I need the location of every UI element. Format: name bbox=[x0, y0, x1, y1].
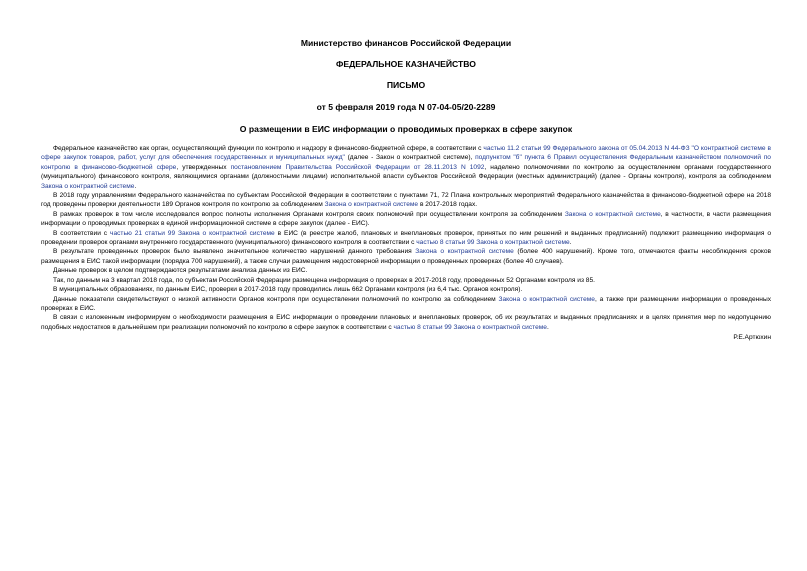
agency-name: ФЕДЕРАЛЬНОЕ КАЗНАЧЕЙСТВО bbox=[336, 59, 476, 69]
paragraph-text: . bbox=[134, 182, 137, 190]
paragraph bbox=[41, 191, 771, 210]
paragraph-text: , а также при размещении информации о проведенных проверках в ЕИС. bbox=[41, 295, 771, 312]
signature: Р.Е.Артюхин bbox=[733, 334, 771, 342]
legal-reference-link[interactable]: частью 11.2 статьи 99 Федерального закона от 05.04.2013 N 44-ФЗ "О контрактной системе в сфере закупок товаров, работ, услуг для обеспечения государственных и муниципальных нужд" bbox=[41, 145, 771, 162]
paragraph-text: (далее - Закон о контрактной системе), bbox=[344, 154, 476, 162]
legal-reference-link[interactable]: Закона о контрактной системе bbox=[415, 248, 514, 256]
paragraph-text: В соответствии с bbox=[53, 229, 111, 237]
paragraph-text: В муниципальных образованиях, по данным ЕИС, проверки в 2017-2018 году проводились лишь 662 Органами контроля (из 6,4 тыс. Органов контроля). bbox=[53, 286, 523, 294]
paragraph-text: . bbox=[569, 239, 572, 247]
paragraph-text: Данные показатели свидетельствуют о низкой активности Органов контроля при осуществлении полномочий по контролю за соблюдением bbox=[53, 295, 499, 303]
paragraph-text: в 2017-2018 годах. bbox=[418, 201, 478, 209]
legal-reference-link[interactable]: Закона о контрактной системе bbox=[564, 210, 661, 218]
paragraph-text: В результате проведенных проверок было выявлено значительное количество нарушений данного требования bbox=[53, 248, 416, 256]
paragraph bbox=[41, 229, 771, 248]
paragraph-text: (более 400 нарушений). Кроме того, отмечаются факты несоблюдения сроков размещения в ЕИС такой информации (порядка 700 нарушений), а также случаи размещения недостоверной информации о проведенных проверках (более 40 случаев). bbox=[41, 248, 771, 265]
legal-reference-link[interactable]: Закона о контрактной системе bbox=[324, 201, 419, 209]
document-page bbox=[41, 38, 771, 343]
legal-reference-link[interactable]: Закона о контрактной системе bbox=[498, 295, 595, 303]
document-subject: О размещении в ЕИС информации о проводимых проверках в сфере закупок bbox=[239, 124, 573, 134]
paragraph-text: Федеральное казначейство как орган, осуществляющий функции по контролю и надзору в финансово-бюджетной сфере, в соответствии с bbox=[53, 145, 484, 152]
paragraph bbox=[41, 285, 771, 294]
paragraph-text: , наделено полномочиями по контролю за осуществлением органами государственного (муниципального) финансового контроля, являющимися органами (должностными лицами) исполнительной власти субъектов Российской Федерации (местных администраций) (далее - Органы контроля), контроля за соблюдением bbox=[41, 163, 771, 181]
paragraph-text: , утвержденных bbox=[176, 163, 231, 171]
paragraph bbox=[41, 313, 771, 332]
legal-reference-link[interactable]: частью 8 статьи 99 Закона о контрактной системе bbox=[393, 323, 547, 331]
paragraph-text: В рамках проверок в том числе исследовался вопрос полноты исполнения Органами контроля своих полномочий при осуществлении контроля за соблюдением bbox=[53, 210, 565, 218]
paragraph bbox=[41, 266, 771, 275]
paragraph-text: В связи с изложенным информируем о необходимости размещения в ЕИС информации о проведении плановых и внеплановых проверок, об их результатах и выданных предписаниях и в целях принятия мер по недопущению подобных недостатков в дальнейшем при реализации полномочий по контролю в сфере закупок в соответствии с bbox=[41, 314, 771, 331]
paragraph-text: . bbox=[546, 323, 549, 331]
ministry-name: Министерство финансов Российской Федерации bbox=[300, 38, 512, 48]
document-type: ПИСЬМО bbox=[386, 80, 426, 90]
legal-reference-link[interactable]: подпунктом "б" пункта 6 Правил осуществления Федеральным казначейством полномочий по контролю в финансово-бюджетной сфере bbox=[41, 154, 771, 171]
paragraph-text: , в частности, в части размещения информации о проводимых проверках в единой информационной системе в сфере закупок (далее - ЕИС). bbox=[41, 210, 771, 228]
paragraph bbox=[41, 295, 771, 314]
paragraph bbox=[41, 247, 771, 266]
document-number: от 5 февраля 2019 года N 07-04-05/20-2289 bbox=[316, 102, 496, 112]
paragraph-text: в ЕИС (в реестре жалоб, плановых и внеплановых проверок, принятых по ним решений и выданных предписаний) подлежит размещению информация о проведении проверок органами внутреннего государственного (муниципального) финансового контроля в соответствии с bbox=[41, 229, 772, 247]
legal-reference-link[interactable]: постановлением Правительства Российской Федерации от 28.11.2013 N 1092 bbox=[230, 163, 485, 171]
paragraph bbox=[41, 210, 771, 229]
paragraph-text: Данные проверок в целом подтверждаются результатами анализа данных из ЕИС. bbox=[53, 267, 308, 275]
legal-reference-link[interactable]: Закона о контрактной системе bbox=[41, 182, 135, 190]
legal-reference-link[interactable]: частью 21 статьи 99 Закона о контрактной системе bbox=[110, 229, 275, 237]
paragraph-text: В 2018 году управлениями Федерального казначейства по субъектам Российской Федерации в соответствии с пунктами 71, 72 Плана контрольных мероприятий Федерального казначейства в финансово-бюджетной сфере на 2018 год проведены проверки деятельности 189 Органов контроля по контролю за соблюдением bbox=[41, 192, 771, 209]
paragraph-text: Так, по данным на 3 квартал 2018 года, по субъектам Российской Федерации размещена информация о проверках в 2017-2018 году, проведенных 52 Органами контроля из 85. bbox=[53, 276, 595, 284]
document-body bbox=[41, 144, 771, 332]
paragraph bbox=[41, 144, 771, 191]
paragraph bbox=[41, 276, 771, 285]
legal-reference-link[interactable]: частью 8 статьи 99 Закона о контрактной системе bbox=[416, 239, 570, 247]
